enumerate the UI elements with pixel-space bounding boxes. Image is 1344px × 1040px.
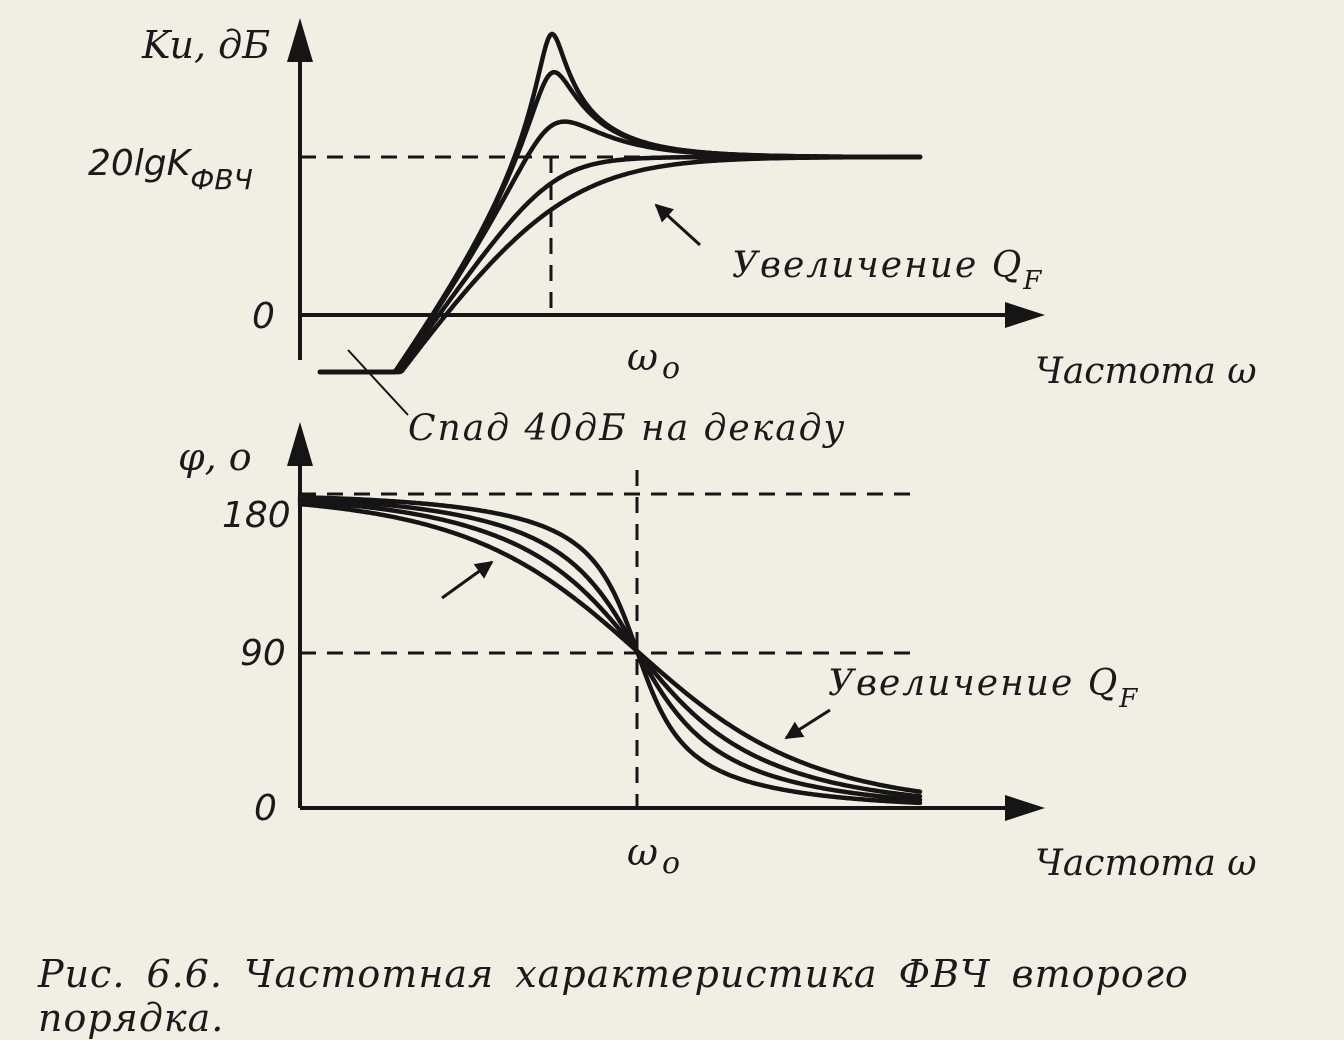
phase-y-tick-0: 0: [254, 788, 277, 829]
mag-y-axis-label: Ku, дБ: [142, 23, 271, 67]
phase-x-axis-arrow: [1005, 795, 1045, 821]
phase-x-axis-label: Частота ω: [1035, 843, 1257, 884]
mag-curves: [320, 34, 920, 372]
mag-x-axis-arrow: [1005, 302, 1045, 328]
phase-curve-q3: [300, 497, 920, 803]
mag-increase-q-label: Увеличение $Q_F$: [732, 245, 1044, 296]
mag-curve-q3: [320, 72, 920, 372]
phase-curve-q2: [300, 499, 920, 800]
phase-y-tick-90: 90: [240, 633, 286, 674]
magnitude-chart: [88, 18, 1257, 449]
phase-y-axis-label: φ, o: [178, 435, 252, 479]
figure-caption: Рис. 6.6. Частотная характеристика ФВЧ второго порядка.: [38, 952, 1189, 1040]
phase-chart: [178, 422, 1257, 884]
phase-y-tick-180: 180: [222, 495, 291, 536]
slope-label: Спад 40дБ на декаду: [408, 408, 847, 449]
mag-y-axis-arrow: [287, 18, 313, 62]
phase-x-tick-w0: ω $_o$: [627, 830, 681, 881]
mag-y-tick-zero: 0: [252, 296, 275, 337]
phase-curve-q1: [300, 501, 920, 796]
phase-y-axis-arrow: [287, 422, 313, 466]
slope-pointer-line: [348, 350, 408, 415]
mag-x-axis-label: Частота ω: [1035, 351, 1257, 392]
phase-curves: [300, 497, 920, 803]
phase-increase-q-arrow-upper: [442, 562, 492, 598]
mag-curve-q4: [320, 34, 920, 372]
phase-curve-q0: [300, 504, 920, 792]
mag-x-tick-w0: ω $_o$: [627, 335, 681, 386]
mag-y-tick-level: 20lgK$_{ФВЧ}$: [88, 143, 253, 196]
phase-increase-q-label: Увеличение $Q_F$: [828, 663, 1140, 714]
phase-increase-q-arrow-lower: [786, 710, 830, 738]
mag-increase-q-arrow: [656, 205, 700, 245]
